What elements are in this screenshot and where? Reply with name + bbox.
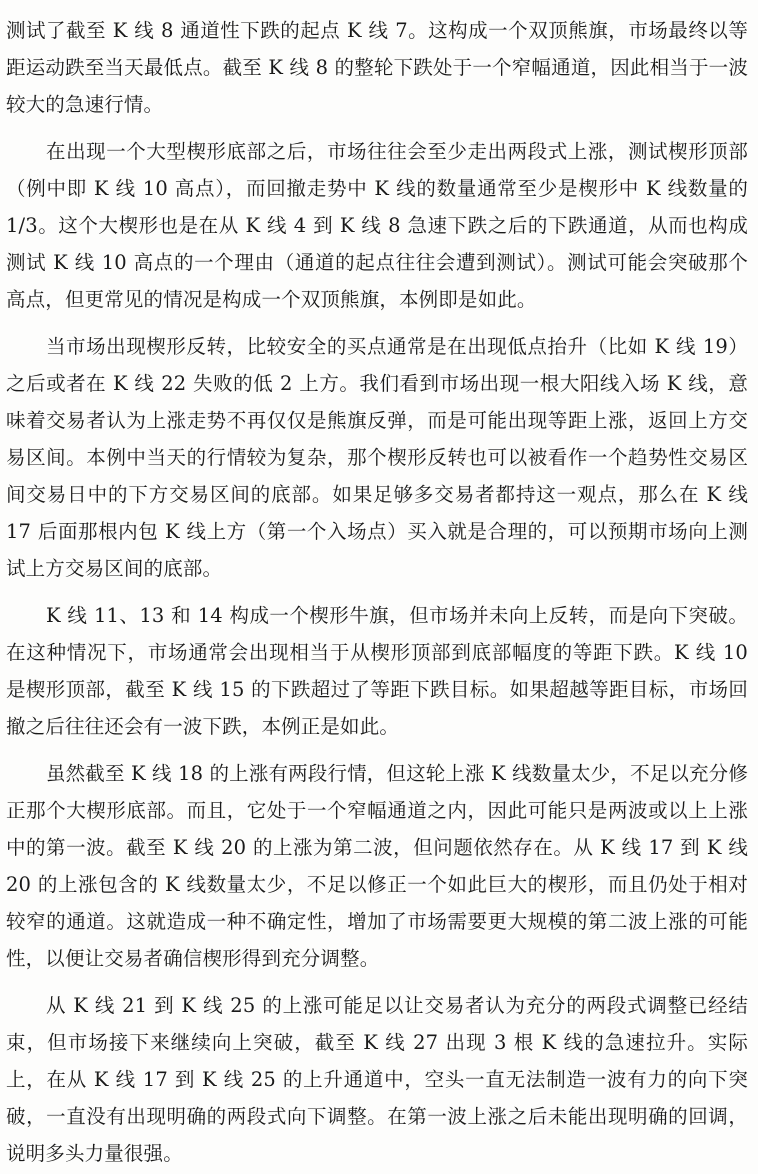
body-text: [6, 12, 748, 1172]
paragraph-5: 虽然截至 K 线 18 的上涨有两段行情，但这轮上涨 K 线数量太少，不足以充分修正那个大楔形底部。而且，它处于一个窄幅通道之内，因此可能只是两波或以上上涨中的第一波。截至 K 线 20 的上涨为第二波，但问题依然存在。从 K 线 17 到 K 线 20 的上涨包含的 K 线数量太少，不足以修正一个如此巨大的楔形，而且仍处于相对较窄的通道。这就造成一种不确定性，增加了市场需要更大规模的第二波上涨的可能性，以便让交易者确信楔形得到充分调整。: [6, 761, 748, 971]
paragraph-2: 在出现一个大型楔形底部之后，市场往往会至少走出两段式上涨，测试楔形顶部（例中即 K 线 10 高点），而回撤走势中 K 线的数量通常至少是楔形中 K 线数量的 1/3。这个大楔形也是在从 K 线 4 到 K 线 8 急速下跌之后的下跌通道，从而也构成测试 K 线 10 高点的一个理由（通道的起点往往会遭到测试）。测试可能会突破那个高点，但更常见的情况是构成一个双顶熊旗，本例即是如此。: [6, 139, 748, 312]
paragraph-4: K 线 11、13 和 14 构成一个楔形牛旗，但市场并未向上反转，而是向下突破。在这种情况下，市场通常会出现相当于从楔形顶部到底部幅度的等距下跌。K 线 10 是楔形顶部，截至 K 线 15 的下跌超过了等距下跌目标。如果超越等距目标，市场回撤之后往往还会有一波下跌，本例正是如此。: [6, 603, 748, 739]
paragraph-6: 从 K 线 21 到 K 线 25 的上涨可能足以让交易者认为充分的两段式调整已经结束，但市场接下来继续向上突破，截至 K 线 27 出现 3 根 K 线的急速拉升。实际上，在从 K 线 17 到 K 线 25 的上升通道中，空头一直无法制造一波有力的向下突破，一直没有出现明确的两段式向下调整。在第一波上涨之后未能出现明确的回调，说明多头力量很强。: [6, 993, 748, 1166]
paragraph-3: 当市场出现楔形反转，比较安全的买点通常是在出现低点抬升（比如 K 线 19）之后或者在 K 线 22 失败的低 2 上方。我们看到市场出现一根大阳线入场 K 线，意味着交易者认为上涨走势不再仅仅是熊旗反弹，而是可能出现等距上涨，返回上方交易区间。本例中当天的行情较为复杂，那个楔形反转也可以被看作一个趋势性交易区间交易日中的下方交易区间的底部。如果足够多交易者都持这一观点，那么在 K 线 17 后面那根内包 K 线上方（第一个入场点）买入就是合理的，可以预期市场向上测试上方交易区间的底部。: [6, 334, 748, 581]
paragraph-1: 测试了截至 K 线 8 通道性下跌的起点 K 线 7。这构成一个双顶熊旗，市场最终以等距运动跌至当天最低点。截至 K 线 8 的整轮下跌处于一个窄幅通道，因此相当于一波较大的急速行情。: [6, 19, 748, 117]
